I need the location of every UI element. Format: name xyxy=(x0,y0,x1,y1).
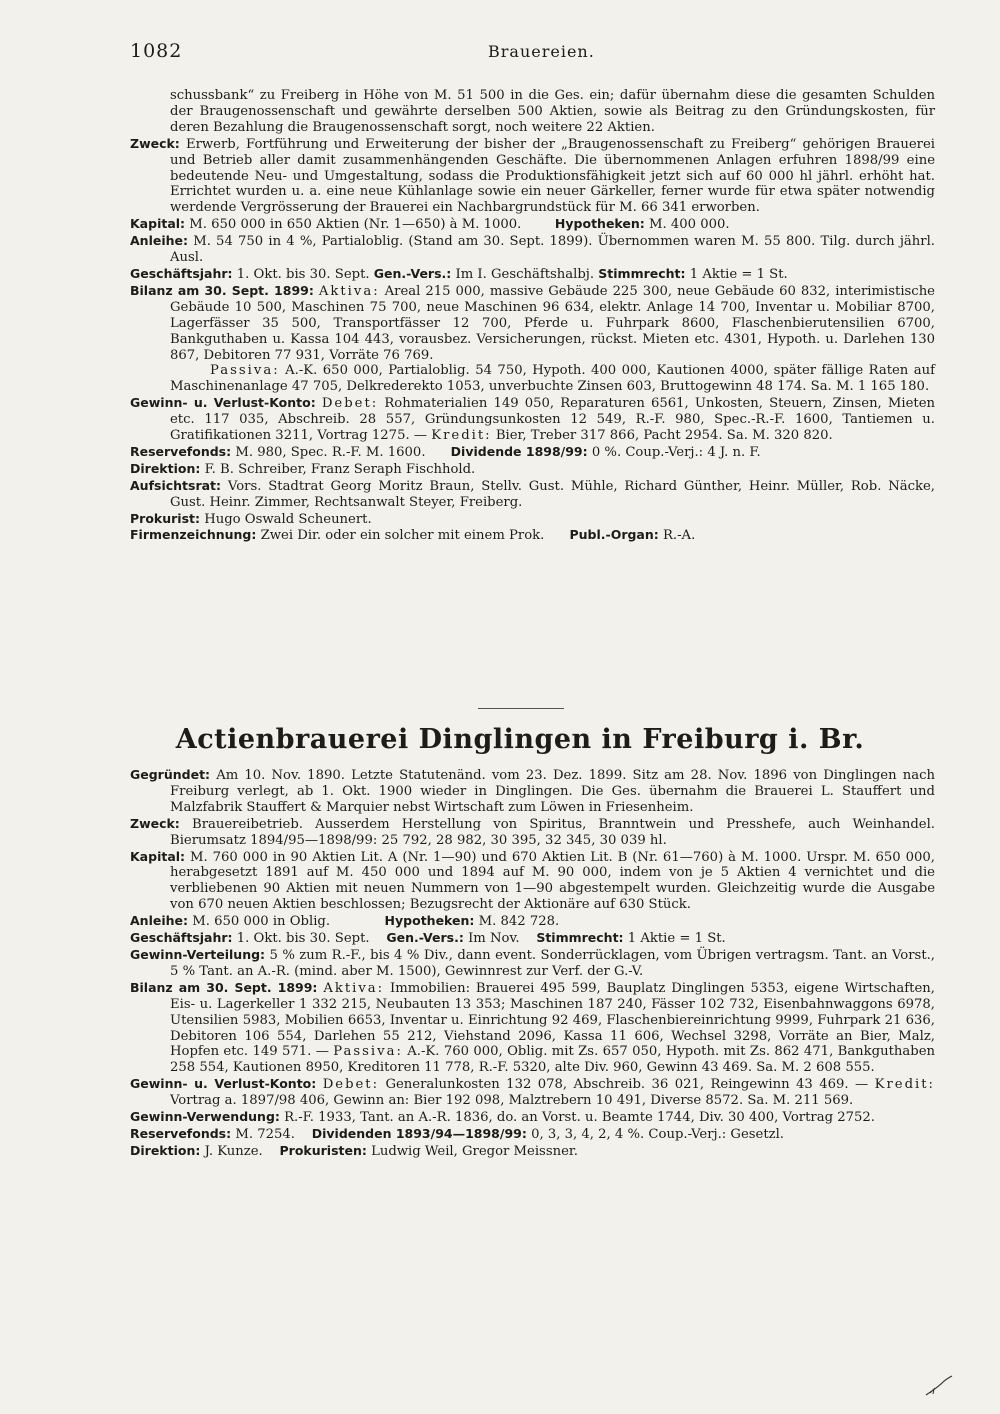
anleihe-text: M. 650 000 in Oblig. xyxy=(192,914,331,930)
bilanz-section xyxy=(130,283,935,364)
genvers-label: Gen.-Vers.: xyxy=(373,265,452,281)
entry-freiberg-continuation xyxy=(130,88,935,544)
gewinnverwendung-section xyxy=(130,1109,935,1126)
passiva-word: Passiva: xyxy=(210,363,280,379)
passiva-text: A.-K. 760 000, Oblig. mit Zs. 657 050, Hypoth. mit Zs. 862 471, Bankguthaben 258 554, Kautionen 8950, Kreditoren 11 778, R.-F. 5320, alte Div. 960, Gewinn 43 469. Sa. M. 2 608 555. xyxy=(170,1044,935,1076)
guv-label: Gewinn- u. Verlust-Konto: xyxy=(130,395,316,411)
prokurist-text: Hugo Oswald Scheunert. xyxy=(204,511,372,527)
zweck-text: Brauereibetrieb. Ausserdem Herstellung von Spiritus, Branntwein und Presshefe, auch Weinhandel. Bierumsatz 1894/95—1898/99: 25 792, 28 982, 30 395, 32 345, 30 039 hl. xyxy=(170,816,935,848)
aufsichtsrat-section xyxy=(130,478,935,511)
anleihe-section xyxy=(130,913,935,930)
entry-dinglingen xyxy=(130,767,935,1160)
genvers-text: Im I. Geschäftshalbj. xyxy=(455,266,595,282)
page-number: 1082 xyxy=(130,40,183,62)
gegruendet-label: Gegründet: xyxy=(130,767,211,782)
direktion-section xyxy=(130,461,935,478)
genvers-text: Im Nov. xyxy=(468,931,520,947)
anleihe-label: Anleihe: xyxy=(130,913,188,929)
reservefonds-text: M. 980, Spec. R.-F. M. 1600. xyxy=(235,444,426,460)
aufsichtsrat-label: Aufsichtsrat: xyxy=(130,477,222,493)
dividenden-text: 0, 3, 3, 4, 2, 4 %. Coup.-Verj.: Gesetzl. xyxy=(531,1126,784,1142)
aufsichtsrat-text: Vors. Stadtrat Georg Moritz Braun, Stellv. Gust. Mühle, Richard Günther, Heinr. Müller, Rob. Näcke, Gust. Heinr. Zimmer, Rechtsanwalt Steyer, Freiberg. xyxy=(170,478,935,510)
zweck-section xyxy=(130,136,935,217)
zweck-text: Erwerb, Fortführung und Erweiterung der bisher der „Braugenossenschaft zu Freiberg“ gehörigen Brauerei und Betrieb aller damit zusammenhängenden Geschäfte. Die übernommenen Anlagen erfuhren 1898/99 eine bedeutende Neu- und Umgestaltung, sodass die Produktionsfähigkeit jetzt sich auf 60 000 hl jährl. erhöht hat. Errichtet wurden u. a. eine neue Kühlanlage sowie ein neuer Gärkeller, ferner wurde für etwa später notwendig werdende Vergrösserung der Brauerei ein Nachbargrundstück für M. 66 341 erworben. xyxy=(170,136,935,216)
genvers-label: Gen.-Vers.: xyxy=(386,930,464,946)
dividende-label: Dividende 1898/99: xyxy=(450,443,588,459)
gewinnverwendung-text: R.-F. 1933, Tant. an A.-R. 1836, do. an Vorst. u. Beamte 1744, Div. 30 400, Vortrag 2752. xyxy=(284,1110,875,1126)
anleihe-label: Anleihe: xyxy=(130,233,188,249)
hypotheken-label: Hypotheken: xyxy=(384,913,475,929)
bilanz-label: Bilanz am 30. Sept. 1899: xyxy=(130,979,318,995)
stimmrecht-text: 1 Aktie = 1 St. xyxy=(627,931,726,947)
publorgan-label: Publ.-Organ: xyxy=(569,527,659,543)
direktion-label: Direktion: xyxy=(130,460,201,476)
entry-title: Actienbrauerei Dinglingen in Freiburg i. Br. xyxy=(175,724,865,755)
kredit-text: Vortrag a. 1897/98 406, Gewinn an: Bier 192 098, Malztrebern 10 491, Diverse 8572. Sa. M. 211 569. xyxy=(170,1093,854,1109)
zweck-label: Zweck: xyxy=(130,135,180,151)
running-title: Brauereien. xyxy=(488,42,595,61)
anleihe-section xyxy=(130,233,935,266)
prokurist-label: Prokurist: xyxy=(130,510,200,526)
aktiva-text: Immobilien: Brauerei 495 599, Bauplatz Dinglingen 5353, eigene Wirtschaften, Eis- u. Lagerkeller 1 332 215, Neubauten 13 353; Maschinen 187 240, Fässer 102 732, Eisenbahnwaggons 6978, Utensilien 5983, Mobilien 6653, Inventar u. Einrichtung 92 469, Flaschenbiereinrichtung 9999, Fuhrpark 21 636, Debitoren 106 554, Darlehen 55 212, Viehstand 2096, Kassa 11 606, Wechsel 3298, Vorräte an Bier, Malz, Hopfen etc. 149 571. — xyxy=(170,980,935,1060)
kredit-text: Bier, Treber 317 866, Pacht 2954. Sa. M. 320 820. xyxy=(495,428,833,444)
prokurist-section xyxy=(130,511,935,528)
reservefonds-label: Reservefonds: xyxy=(130,1125,232,1141)
kredit-word: Kredit: xyxy=(431,428,492,444)
firmenzeichnung-label: Firmenzeichnung: xyxy=(130,527,257,543)
geschaeftsjahr-label: Geschäftsjahr: xyxy=(130,930,233,946)
debet-word: Debet: xyxy=(321,396,379,412)
kapital-label: Kapital: xyxy=(130,216,186,232)
section-divider xyxy=(478,708,564,709)
geschaeftsjahr-section xyxy=(130,930,935,947)
gewinnverteilung-section xyxy=(130,947,935,980)
direktion-label: Direktion: xyxy=(130,1142,201,1158)
aktiva-word: Aktiva: xyxy=(323,980,385,996)
stimmrecht-label: Stimmrecht: xyxy=(536,930,624,946)
pencil-mark-icon xyxy=(924,1375,954,1397)
direktion-text: J. Kunze. xyxy=(204,1143,263,1159)
kredit-word: Kredit: xyxy=(874,1077,935,1093)
direktion-section xyxy=(130,1143,935,1160)
prokuristen-text: Ludwig Weil, Gregor Meissner. xyxy=(371,1143,578,1159)
debet-text: Rohmaterialien 149 050, Reparaturen 6561, Unkosten, Steuern, Zinsen, Mieten etc. 117 035, Abschreib. 28 557, Gründungsunkosten 12 549, R.-F. 980, Spec.-R.-F. 1600, Tantiemen u. Gratifikationen 3211, Vortrag 1275. — xyxy=(170,396,935,444)
stimmrecht-text: 1 Aktie = 1 St. xyxy=(689,266,788,282)
kapital-section xyxy=(130,216,935,233)
hypotheken-label: Hypotheken: xyxy=(554,216,645,232)
kapital-text: M. 650 000 in 650 Aktien (Nr. 1—650) à M. 1000. xyxy=(189,217,522,233)
bilanz-section xyxy=(130,980,935,1076)
gegruendet-section xyxy=(130,767,935,816)
debet-word: Debet: xyxy=(322,1077,380,1093)
dividende-text: 0 %. Coup.-Verj.: 4 J. n. F. xyxy=(591,444,761,460)
passiva-text: A.-K. 650 000, Partialoblig. 54 750, Hypoth. 400 000, Kautionen 4000, später fällige Raten auf Maschinenanlage 47 705, Delkrederekto 1053, unverbuchte Zinsen 603, Bruttogewinn 48 174. Sa. M. 1 165 180. xyxy=(170,363,935,395)
kapital-section xyxy=(130,849,935,914)
zweck-label: Zweck: xyxy=(130,815,180,831)
passiva-word: Passiva: xyxy=(333,1044,403,1060)
geschaeftsjahr-text: 1. Okt. bis 30. Sept. xyxy=(236,266,370,282)
gewinnverteilung-label: Gewinn-Verteilung: xyxy=(130,946,266,962)
geschaeftsjahr-section xyxy=(130,266,935,283)
reservefonds-label: Reservefonds: xyxy=(130,443,232,459)
prokuristen-label: Prokuristen: xyxy=(279,1142,367,1158)
zweck-section xyxy=(130,816,935,849)
gewinnverteilung-text: 5 % zum R.-F., bis 4 % Div., dann event. Sonderrücklagen, vom Übrigen vertragsm. Tant. an Vorst., 5 % Tant. an A.-R. (mind. aber M. 1500), Gewinnrest zur Verf. der G.-V. xyxy=(170,947,935,979)
aktiva-text: Areal 215 000, massive Gebäude 225 300, neue Gebäude 60 832, interimistische Gebäude 10 500, Maschinen 75 700, neue Maschinen 96 634, elektr. Anlage 14 700, Inventar u. Mobiliar 8700, Lagerfässer 35 500, Transportfässer 12 700, Pferde u. Fuhrpark 8600, Flaschenbierutensilien 6700, Bankguthaben u. Kassa 104 443, vorausbez. Versicherungen, rückst. Mieten etc. 4301, Hypoth. u. Darlehen 130 867, Debitoren 77 931, Vorräte 76 769. xyxy=(170,283,935,363)
hypotheken-text: M. 842 728. xyxy=(478,914,560,930)
reservefonds-text: M. 7254. xyxy=(235,1126,295,1142)
debet-text: Generalunkosten 132 078, Abschreib. 36 021, Reingewinn 43 469. — xyxy=(385,1077,869,1093)
hypotheken-text: M. 400 000. xyxy=(648,217,730,233)
guv-section xyxy=(130,1076,935,1109)
geschaeftsjahr-text: 1. Okt. bis 30. Sept. xyxy=(236,931,370,947)
guv-section xyxy=(130,395,935,444)
publorgan-text: R.-A. xyxy=(662,528,696,544)
reservefonds-section xyxy=(130,444,935,461)
gewinnverwendung-label: Gewinn-Verwendung: xyxy=(130,1109,280,1125)
anleihe-text: M. 54 750 in 4 %, Partialoblig. (Stand am 30. Sept. 1899). Übernommen waren M. 55 800. Tilg. durch jährl. Ausl. xyxy=(170,234,935,266)
intro-paragraph: schussbank“ zu Freiberg in Höhe von M. 51 500 in die Ges. ein; dafür übernahm diese die gesamten Schulden der Braugenossenschaft und gewährte derselben 500 Aktien, sowie als Beitrag zu den Gründungskosten, für deren Bezahlung die Braugenossenschaft sorgt, noch weitere 22 Aktien. xyxy=(170,88,935,135)
guv-label: Gewinn- u. Verlust-Konto: xyxy=(130,1076,317,1092)
bilanz-label: Bilanz am 30. Sept. 1899: xyxy=(130,282,314,298)
stimmrecht-label: Stimmrecht: xyxy=(598,265,686,281)
passiva-section xyxy=(130,363,935,395)
direktion-text: F. B. Schreiber, Franz Seraph Fischhold. xyxy=(204,461,476,477)
kapital-label: Kapital: xyxy=(130,848,186,864)
reservefonds-section xyxy=(130,1126,935,1143)
dividenden-label: Dividenden 1893/94—1898/99: xyxy=(311,1125,527,1141)
geschaeftsjahr-label: Geschäftsjahr: xyxy=(130,265,233,281)
gegruendet-text: Am 10. Nov. 1890. Letzte Statutenänd. vom 23. Dez. 1899. Sitz am 28. Nov. 1896 von Dinglingen nach Freiburg verlegt, ab 1. Okt. 1900 wieder in Dinglingen. Die Ges. übernahm die Brauerei L. Stauffert und Malzfabrik Stauffert & Marquier nebst Wirtschaft zum Löwen in Friesenheim. xyxy=(170,768,935,815)
firmenzeichnung-section xyxy=(130,527,935,544)
aktiva-word: Aktiva: xyxy=(318,283,380,299)
firmenzeichnung-text: Zwei Dir. oder ein solcher mit einem Prok. xyxy=(260,528,545,544)
kapital-text: M. 760 000 in 90 Aktien Lit. A (Nr. 1—90) und 670 Aktien Lit. B (Nr. 61—760) à M. 1000. Urspr. M. 650 000, herabgesetzt 1891 auf M. 450 000 und 1894 auf M. 90 000, indem von je 5 Aktien 4 vernichtet und die verbliebenen 90 Aktien mit neuen Nummern von 1—90 abgestempelt wurden. Gleichzeitig wurde die Ausgabe von 670 neuen Aktien beschlossen; Bezugsrecht der Aktionäre auf 630 Stück. xyxy=(170,849,935,913)
